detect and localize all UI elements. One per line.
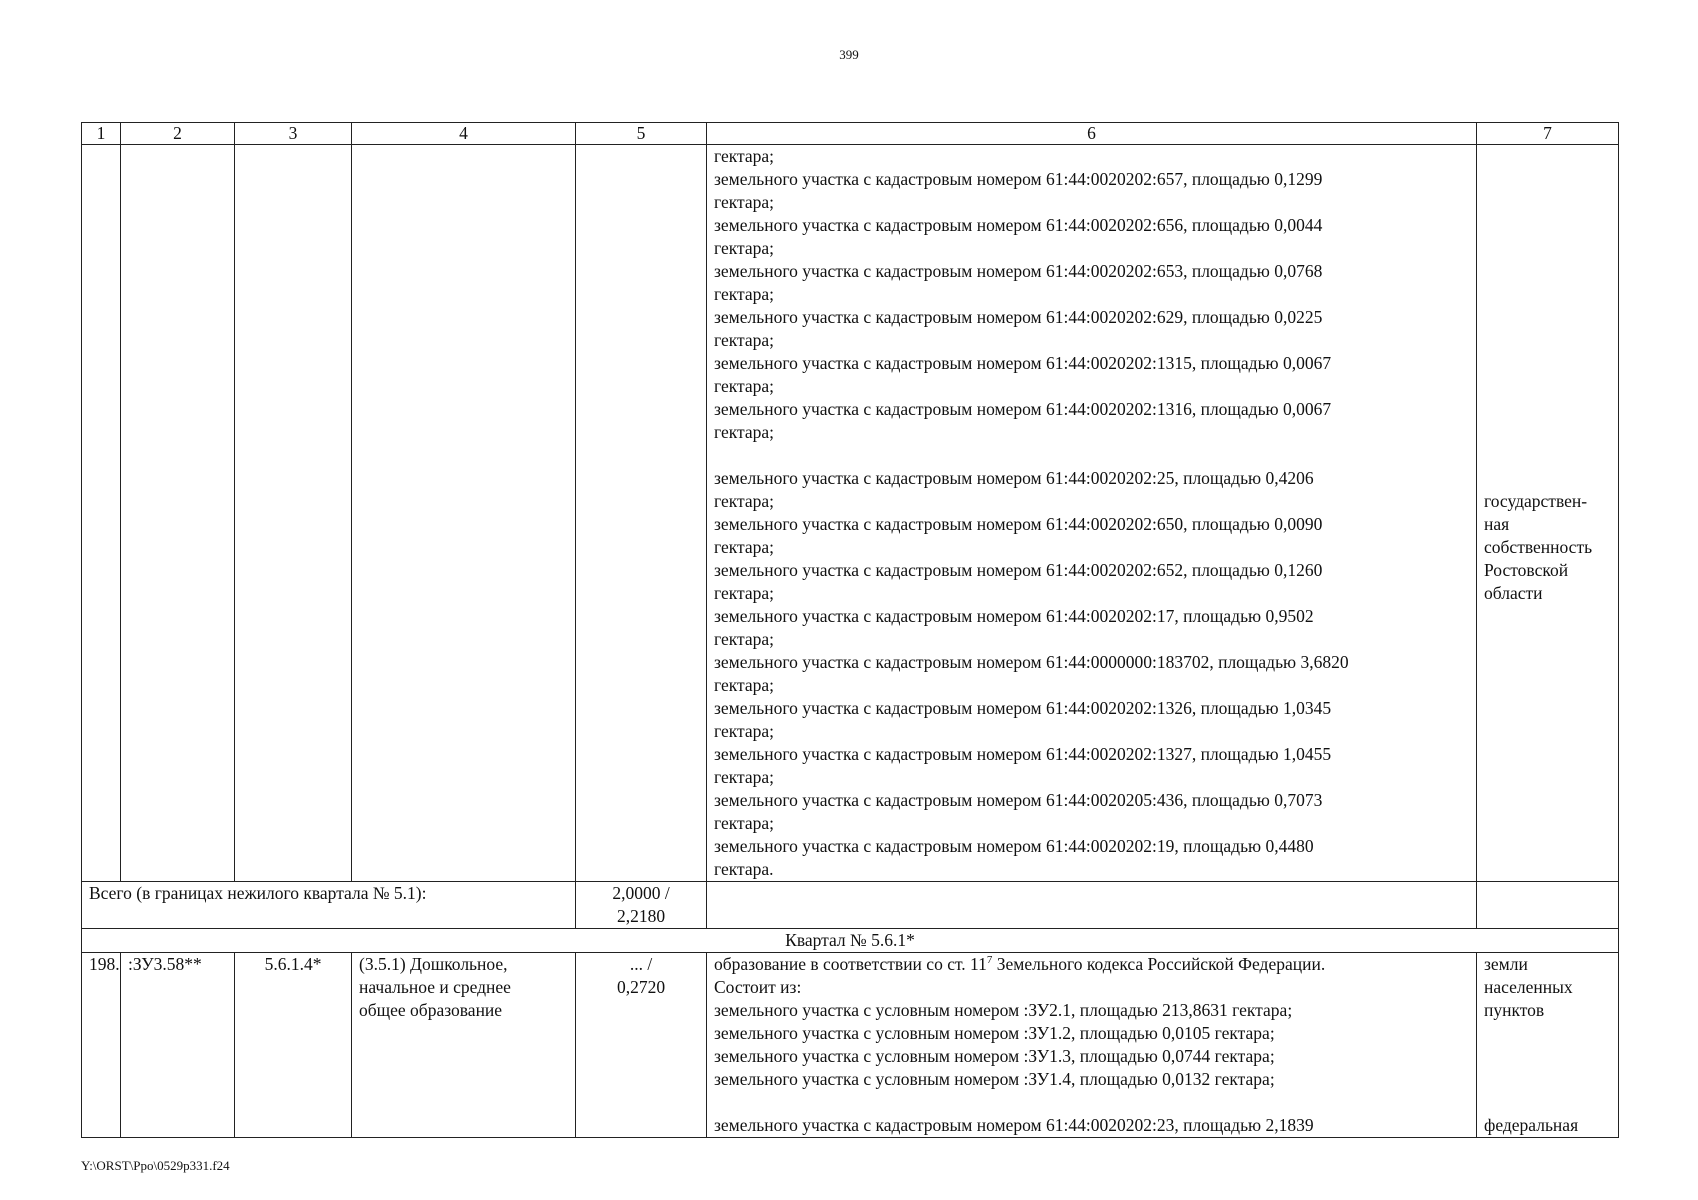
section-row	[82, 929, 1619, 953]
composition-line: земельного участка с кадастровым номером 61:44:0000000:183702, площадью 3,6820	[714, 652, 1349, 672]
composition-line: гектара;	[714, 284, 774, 304]
row-number: 198.	[82, 953, 121, 1138]
line-gap	[1484, 1022, 1611, 1045]
line-gap	[1484, 1045, 1611, 1068]
composition-line: гектара;	[714, 675, 774, 695]
area-value: ... /	[629, 954, 653, 974]
composition-line: гектара;	[714, 238, 774, 258]
composition-line: земельного участка с кадастровым номером 61:44:0020202:652, площадью 0,1260	[714, 560, 1323, 580]
composition-line: земельного участка с кадастровым номером 61:44:0020202:23, площадью 2,1839	[714, 1115, 1314, 1135]
column-number: 2	[121, 123, 235, 145]
composition-line: гектара;	[714, 146, 774, 166]
plot-code: :ЗУ3.58**	[121, 953, 235, 1138]
continuation-row	[82, 145, 1619, 882]
composition-line: земельного участка с кадастровым номером 61:44:0020202:657, площадью 0,1299	[714, 169, 1323, 189]
area-value: 0,2720	[616, 977, 666, 997]
composition-line: гектара;	[714, 192, 774, 212]
composition-line: гектара.	[714, 859, 774, 879]
empty-cell	[1477, 882, 1619, 929]
composition-line: земельного участка с кадастровым номером 61:44:0020202:19, площадью 0,4480	[714, 836, 1314, 856]
ownership-line: ная	[1484, 514, 1510, 534]
formation-text: образование в соответствии со ст. 11	[714, 954, 987, 974]
file-path-footer: Y:\ORST\Ppo\0529p331.f24	[81, 1158, 230, 1173]
ownership-line: федеральная	[1484, 1115, 1579, 1135]
permitted-use-line: общее образование	[359, 1000, 503, 1020]
composition-line: земельного участка с кадастровым номером 61:44:0020202:17, площадью 0,9502	[714, 606, 1314, 626]
composition-line: гектара;	[714, 721, 774, 741]
zone-code: 5.6.1.4*	[235, 953, 352, 1138]
area-cell	[576, 953, 707, 1138]
empty-cell	[707, 882, 1477, 929]
area-cell	[576, 145, 707, 882]
composition-line: гектара;	[714, 767, 774, 787]
plot-code-cell	[121, 145, 235, 882]
zone-cell	[235, 145, 352, 882]
total-value: 2,2180	[616, 906, 666, 926]
line-gap	[1484, 1068, 1611, 1091]
ownership-cell	[1477, 953, 1619, 1138]
ownership-cell	[1477, 145, 1619, 882]
category-line: земли	[1484, 954, 1528, 974]
composition-line: гектара;	[714, 813, 774, 833]
column-number-row	[82, 123, 1619, 145]
composition-line: гектара;	[714, 629, 774, 649]
ownership-line: Ростовской	[1484, 560, 1569, 580]
composition-line: гектара;	[714, 422, 774, 442]
composition-line: земельного участка с кадастровым номером 61:44:0020202:1326, площадью 1,0345	[714, 698, 1332, 718]
use-cell	[352, 145, 576, 882]
column-number: 6	[707, 123, 1477, 145]
composition-cell	[707, 953, 1477, 1138]
composition-line: земельного участка с кадастровым номером 61:44:0020202:656, площадью 0,0044	[714, 215, 1323, 235]
ownership-line: государствен-	[1484, 491, 1588, 511]
column-number: 1	[82, 123, 121, 145]
line-gap	[714, 444, 1469, 467]
land-plots-table	[81, 122, 1619, 1138]
page-number: 399	[839, 47, 859, 62]
formation-line	[714, 953, 1469, 976]
formation-superscript: 7	[986, 954, 993, 967]
composition-line: земельного участка с кадастровым номером 61:44:0020202:1316, площадью 0,0067	[714, 399, 1332, 419]
composition-line: земельного участка с условным номером :ЗУ1.3, площадью 0,0744 гектара;	[714, 1046, 1275, 1066]
category-line: населенных	[1484, 977, 1573, 997]
composition-line: земельного участка с кадастровым номером 61:44:0020202:25, площадью 0,4206	[714, 468, 1314, 488]
table-row	[82, 953, 1619, 1138]
total-label: Всего (в границах нежилого квартала № 5.1):	[82, 882, 576, 929]
total-value: 2,0000 /	[612, 883, 670, 903]
composition-line: земельного участка с кадастровым номером 61:44:0020202:653, площадью 0,0768	[714, 261, 1323, 281]
formation-text: Земельного кодекса Российской Федерации.	[992, 954, 1326, 974]
composition-line: гектара;	[714, 491, 774, 511]
total-value-cell	[576, 882, 707, 929]
ownership-line: области	[1484, 583, 1543, 603]
composition-line: земельного участка с кадастровым номером 61:44:0020202:629, площадью 0,0225	[714, 307, 1323, 327]
composition-line: гектара;	[714, 537, 774, 557]
column-number: 4	[352, 123, 576, 145]
composition-cell	[707, 145, 1477, 882]
section-title: Квартал № 5.6.1*	[82, 929, 1619, 953]
row-num-cell	[82, 145, 121, 882]
total-row	[82, 882, 1619, 929]
consists-line: Состоит из:	[714, 977, 802, 997]
composition-line: земельного участка с кадастровым номером 61:44:0020202:1327, площадью 1,0455	[714, 744, 1332, 764]
composition-line: земельного участка с условным номером :ЗУ2.1, площадью 213,8631 гектара;	[714, 1000, 1293, 1020]
category-line: пунктов	[1484, 1000, 1545, 1020]
composition-line: земельного участка с условным номером :ЗУ1.4, площадью 0,0132 гектара;	[714, 1069, 1275, 1089]
composition-line: гектара;	[714, 330, 774, 350]
permitted-use-cell	[352, 953, 576, 1138]
permitted-use-line: начальное и среднее	[359, 977, 511, 997]
composition-line: гектара;	[714, 376, 774, 396]
composition-line: земельного участка с кадастровым номером 61:44:0020205:436, площадью 0,7073	[714, 790, 1323, 810]
column-number: 7	[1477, 123, 1619, 145]
composition-line: земельного участка с кадастровым номером 61:44:0020202:650, площадью 0,0090	[714, 514, 1323, 534]
column-number: 3	[235, 123, 352, 145]
line-gap	[714, 1091, 1469, 1114]
permitted-use-line: (3.5.1) Дошкольное,	[359, 954, 508, 974]
ownership-line: собственность	[1484, 537, 1593, 557]
composition-line: земельного участка с кадастровым номером 61:44:0020202:1315, площадью 0,0067	[714, 353, 1332, 373]
line-gap	[1484, 1091, 1611, 1114]
composition-line: земельного участка с условным номером :ЗУ1.2, площадью 0,0105 гектара;	[714, 1023, 1275, 1043]
composition-line: гектара;	[714, 583, 774, 603]
column-number: 5	[576, 123, 707, 145]
